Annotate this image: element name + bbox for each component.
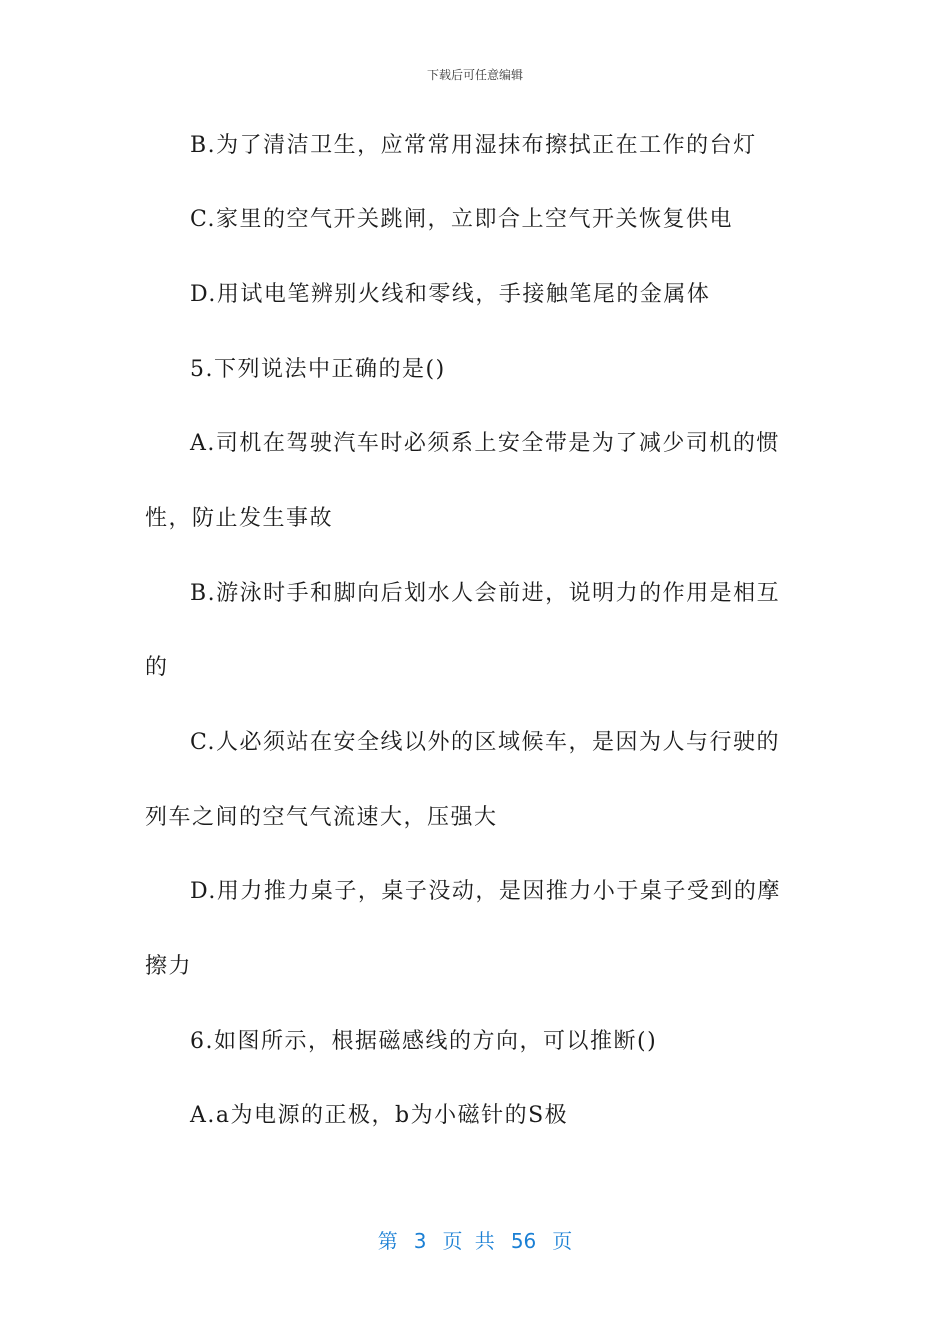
footer-middle: 页 共 (442, 1229, 495, 1253)
footer-suffix: 页 (552, 1229, 573, 1253)
q6-option-a-line: A.a为电源的正极，b为小磁针的S极 (190, 1103, 569, 1128)
q5-option-d-line: D.用力推力桌子，桌子没动，是因推力小于桌子受到的摩 (190, 879, 781, 904)
q5-option-c-continuation: 列车之间的空气气流速大，压强大 (145, 805, 498, 830)
footer-prefix: 第 (377, 1229, 398, 1253)
q5-option-b-continuation: 的 (145, 655, 169, 680)
footer-total-pages: 56 (510, 1229, 537, 1253)
option-d-line: D.用试电笔辨别火线和零线，手接触笔尾的金属体 (190, 282, 711, 307)
footer-page-number: 3 (413, 1229, 427, 1253)
q5-option-b-line: B.游泳时手和脚向后划水人会前进，说明力的作用是相互 (190, 581, 781, 606)
q5-option-a-line: A.司机在驾驶汽车时必须系上安全带是为了减少司机的惯 (190, 431, 780, 456)
option-c-line: C.家里的空气开关跳闸，立即合上空气开关恢复供电 (190, 207, 734, 232)
page-footer (0, 1225, 950, 1254)
q5-option-a-continuation: 性，防止发生事故 (145, 506, 334, 531)
page-header-note: 下载后可任意编辑 (426, 68, 523, 82)
option-b-line: B.为了清洁卫生，应常常用湿抹布擦拭正在工作的台灯 (190, 133, 757, 158)
question-5-line: 5.下列说法中正确的是() (190, 357, 446, 382)
q5-option-c-line: C.人必须站在安全线以外的区域候车，是因为人与行驶的 (190, 730, 781, 755)
question-6-line: 6.如图所示，根据磁感线的方向，可以推断() (190, 1029, 658, 1054)
q5-option-d-continuation: 擦力 (145, 954, 193, 979)
